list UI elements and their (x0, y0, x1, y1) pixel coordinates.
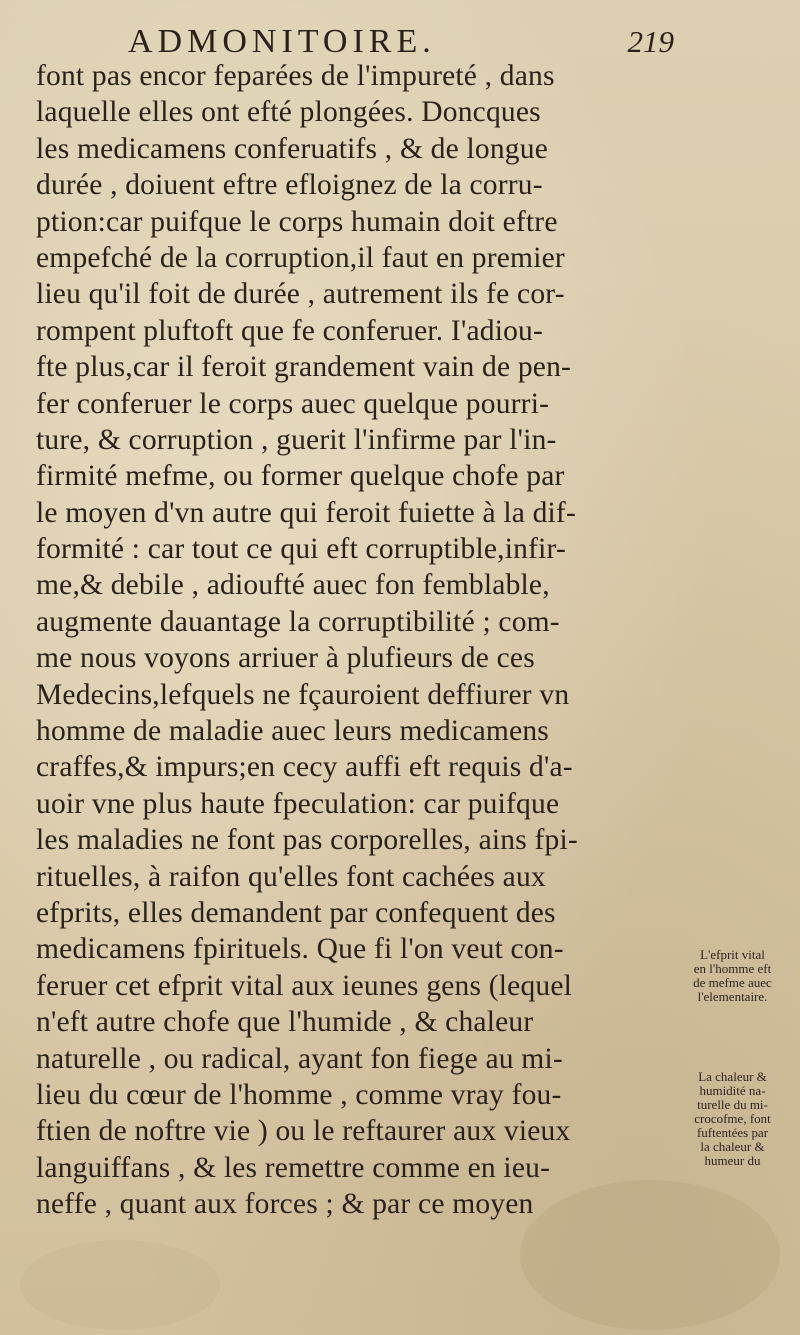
margin-note-line: en l'homme eft (693, 961, 772, 976)
margin-note-line: L'efprit vital (700, 947, 765, 962)
text-line: le moyen d'vn autre qui feroit fuiette à la dif- (36, 496, 576, 529)
text-line: laquelle elles ont efté plongées. Doncques (36, 96, 541, 129)
margin-note-line: la chaleur & (700, 1139, 765, 1154)
text-line: formité : car tout ce qui eft corruptible,infir- (36, 533, 566, 566)
page-header (128, 22, 688, 62)
text-line: me,& debile , adioufté auec fon femblable, (36, 569, 550, 602)
page-number: 219 (627, 24, 674, 59)
margin-note-line: fuftentées par (696, 1125, 769, 1140)
text-line: les maladies ne font pas corporelles, ains fpi- (36, 824, 578, 857)
text-line: me nous voyons arriuer à plufieurs de ces (36, 642, 535, 675)
margin-note-line: de mefme auec (693, 975, 772, 990)
text-line: ftien de noftre vie ) ou le reftaurer aux vieux (36, 1115, 571, 1148)
running-title: ADMONITOIRE. (128, 23, 436, 60)
body-text (36, 58, 656, 1223)
text-line: efprits, elles demandent par confequent des (36, 896, 556, 929)
text-line: durée , doiuent eftre efloignez de la corru- (36, 169, 543, 202)
text-line: fer conferuer le corps auec quelque pourri- (36, 387, 550, 420)
margin-note-line: turelle du mi- (697, 1097, 768, 1112)
text-line: fte plus,car il feroit grandement vain de pen- (36, 351, 572, 384)
text-line: lieu du cœur de l'homme , comme vray fou- (36, 1078, 562, 1111)
margin-note-line: La chaleur & (698, 1069, 767, 1084)
margin-note-line: crocofme, font (694, 1111, 771, 1126)
text-line: n'eft autre chofe que l'humide , & chaleur (36, 1006, 534, 1039)
text-line: ture, & corruption , guerit l'infirme par l'in- (36, 423, 557, 456)
margin-note (670, 1070, 795, 1168)
text-line: languiffans , & les remettre comme en ieu- (36, 1151, 551, 1184)
text-line: medicamens fpirituels. Que fi l'on veut con- (36, 933, 564, 966)
text-line: firmité mefme, ou former quelque chofe par (36, 460, 565, 493)
text-line: naturelle , ou radical, ayant fon fiege au mi- (36, 1042, 563, 1075)
margin-note-line: l'elementaire. (697, 989, 768, 1004)
text-line: craffes,& impurs;en cecy auffi eft requis d'a- (36, 751, 573, 784)
text-line: feruer cet efprit vital aux ieunes gens (lequel (36, 969, 573, 1002)
text-line: font pas encor feparées de l'impureté , dans (36, 60, 555, 92)
text-line: homme de maladie auec leurs medicamens (36, 715, 549, 748)
text-line: lieu qu'il foit de durée , autrement ils fe cor- (36, 278, 565, 311)
paper-stain (20, 1240, 220, 1330)
margin-note (670, 948, 795, 1004)
text-line: uoir vne plus haute fpeculation: car puifque (36, 787, 560, 820)
margin-note-line: humeur du (704, 1153, 761, 1168)
text-line: rituelles, à raifon qu'elles font cachées aux (36, 860, 546, 893)
text-line: augmente dauantage la corruptibilité ; com- (36, 605, 560, 638)
text-line: ption:car puifque le corps humain doit eftre (36, 205, 558, 238)
text-line: rompent pluftoft que fe conferuer. I'adiou- (36, 314, 544, 347)
text-line: empefché de la corruption,il faut en premier (36, 241, 565, 274)
text-line: les medicamens conferuatifs , & de longue (36, 132, 548, 165)
text-line: neffe , quant aux forces ; & par ce moyen (36, 1188, 534, 1221)
margin-note-line: humidité na- (699, 1083, 766, 1098)
text-line: Medecins,lefquels ne fçauroient deffiurer vn (36, 678, 570, 711)
